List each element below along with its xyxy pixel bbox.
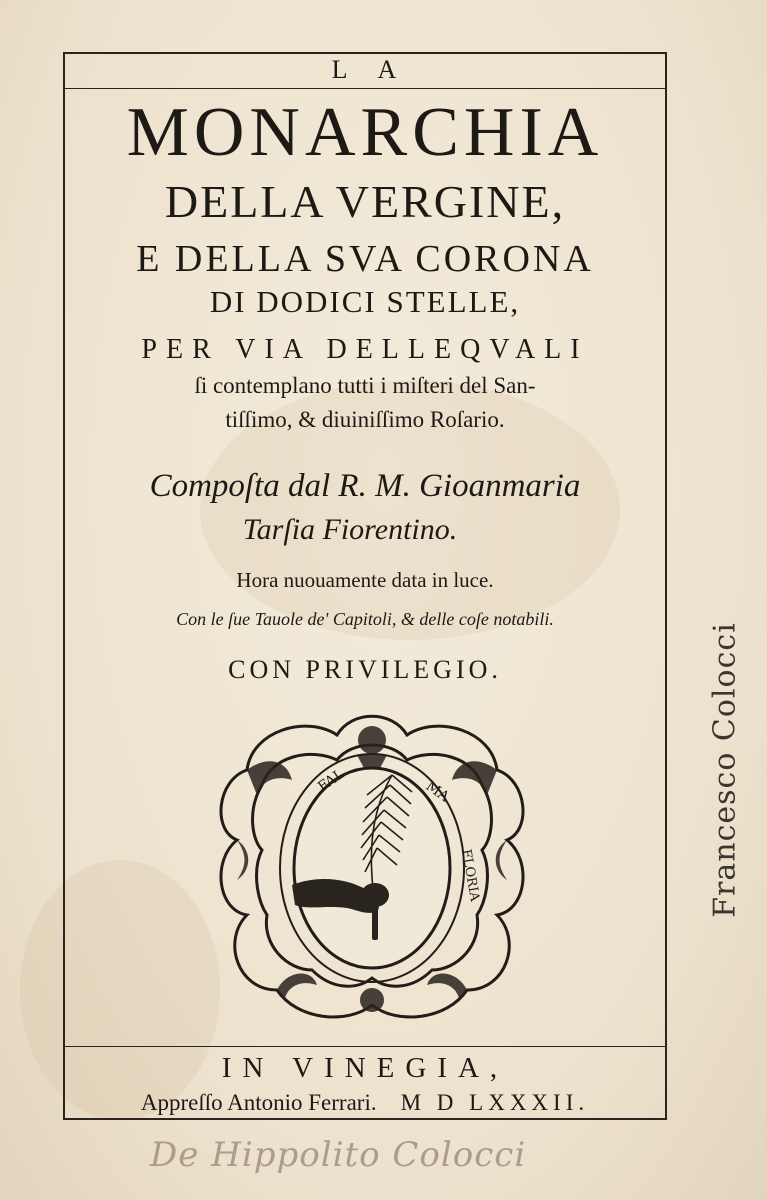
emblem-motto-lower-right: FLORIA (458, 848, 482, 903)
title-line-la: LA (331, 55, 427, 84)
printers-device-icon (207, 700, 537, 1035)
handwritten-side-signature (708, 620, 742, 920)
title-line-per-via: PER VIA DELLEQVALI (141, 334, 589, 365)
title-line-sua-corona: E DELLA SVA CORONA (136, 238, 594, 280)
imprint-place: IN VINEGIA, (221, 1052, 509, 1084)
contents-line: Con le ſue Tauole de' Capitoli, & delle coſe notabili. (176, 609, 554, 629)
author-line-composta: Compoſta dal R. M. Gioanmaria (149, 468, 581, 504)
author-line-tarsia: Tarſia Fiorentino. (242, 513, 458, 546)
imprint-year: M D LXXXII. (400, 1090, 590, 1115)
top-rule (63, 88, 667, 89)
emblem-motto-right: MA (422, 778, 452, 806)
title-line-della-vergine: DELLA VERGINE, (164, 176, 566, 227)
emblem-motto-left: FAL (315, 766, 348, 796)
side-signature-text: Francesco Colocci (707, 622, 743, 918)
title-line-tissimo: tiſſimo, & diuiniſſimo Roſario. (225, 407, 505, 432)
handwritten-bottom-signature: De Hippolito Colocci (150, 1135, 527, 1175)
edition-line: Hora nuouamente data in luce. (236, 568, 494, 592)
imprint-rule (63, 1046, 667, 1047)
imprint-line (63, 1088, 667, 1118)
title-line-contemplano: ſi contemplano tutti i miſteri del San- (194, 373, 536, 398)
title-line-dodici-stelle: DI DODICI STELLE, (209, 284, 521, 319)
imprint-printer: Appreſſo Antonio Ferrari. (140, 1090, 377, 1115)
title-line-monarchia: MONARCHIA (126, 94, 604, 171)
privilege-line: CON PRIVILEGIO. (228, 655, 502, 684)
